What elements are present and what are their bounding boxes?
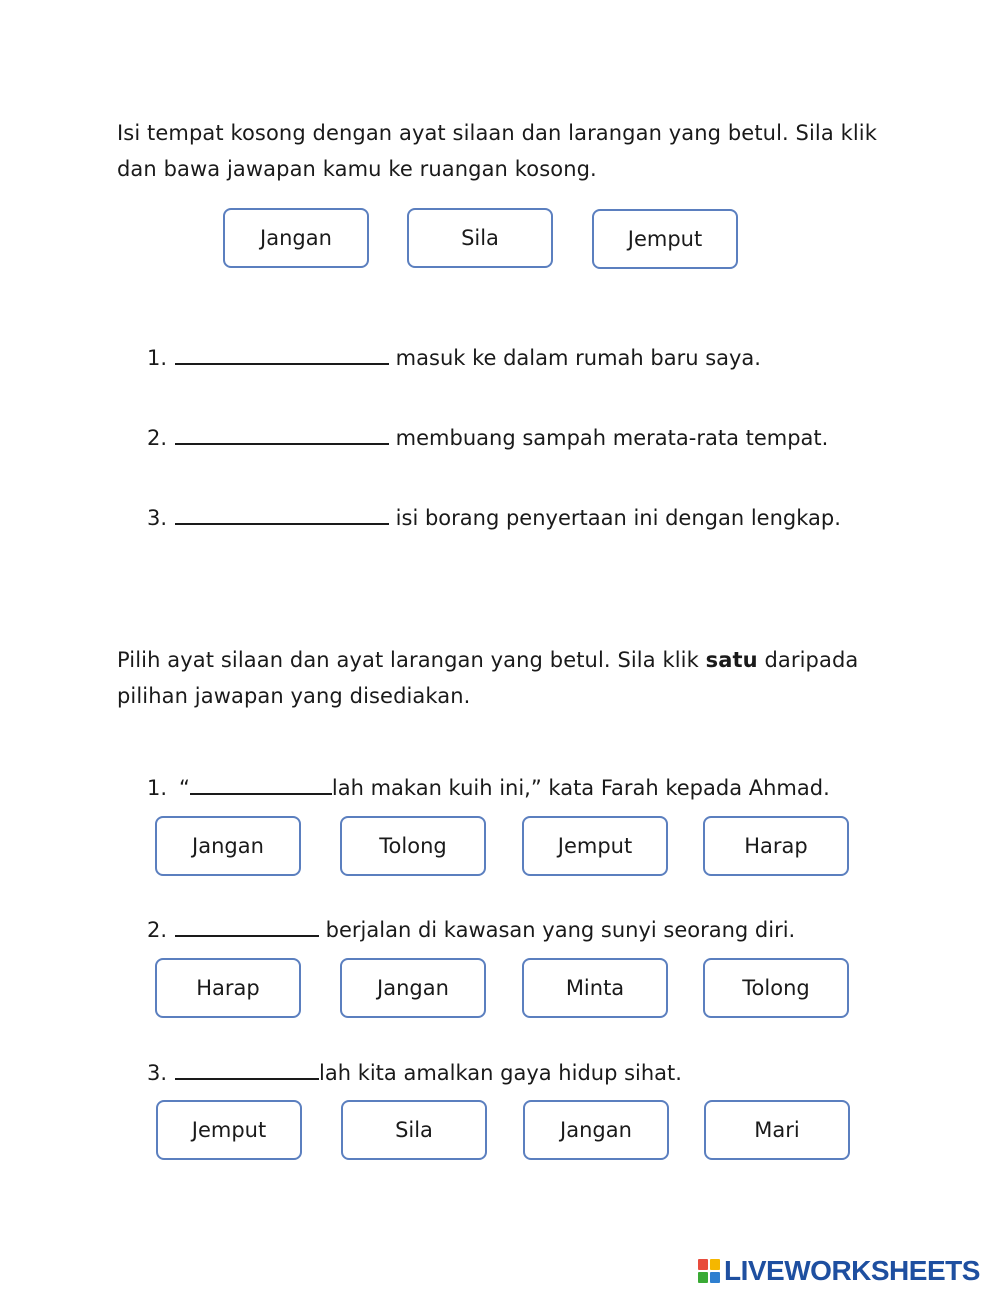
question-number: 2. <box>147 918 168 942</box>
question-text: lah makan kuih ini,” kata Farah kepada Ahmad. <box>331 776 830 800</box>
option-q1-tolong[interactable]: Tolong <box>340 816 486 876</box>
choice-question-1 <box>147 773 830 800</box>
question-text: masuk ke dalam rumah baru saya. <box>389 346 761 370</box>
answer-blank <box>175 915 319 937</box>
instruction-2-before: Pilih ayat silaan dan ayat larangan yang betul. Sila klik <box>117 648 706 672</box>
choice-question-3 <box>147 1058 682 1085</box>
option-q2-minta[interactable]: Minta <box>522 958 668 1018</box>
question-text: membuang sampah merata-rata tempat. <box>389 426 829 450</box>
question-text: lah kita amalkan gaya hidup sihat. <box>319 1061 682 1085</box>
fill-question-1 <box>147 343 761 370</box>
question-number: 1. <box>147 346 168 370</box>
liveworksheets-logo <box>698 1255 980 1287</box>
drop-blank[interactable] <box>175 423 389 445</box>
logo-text: LIVEWORKSHEETS <box>724 1255 980 1286</box>
fill-question-2 <box>147 423 828 450</box>
answer-blank <box>190 773 332 795</box>
drop-blank[interactable] <box>175 503 389 525</box>
option-q3-sila[interactable]: Sila <box>341 1100 487 1160</box>
instruction-1: Isi tempat kosong dengan ayat silaan dan larangan yang betul. Sila klik dan bawa jawapan kamu ke ruangan kosong. <box>117 121 877 181</box>
question-text: berjalan di kawasan yang sunyi seorang diri. <box>319 918 796 942</box>
option-q1-jemput[interactable]: Jemput <box>522 816 668 876</box>
question-prefix: “ <box>179 776 190 800</box>
fill-question-3 <box>147 503 841 530</box>
instruction-2 <box>117 642 897 714</box>
drop-blank[interactable] <box>175 343 389 365</box>
word-bank-chip-jangan[interactable]: Jangan <box>223 208 369 268</box>
question-number: 3. <box>147 506 168 530</box>
option-q3-mari[interactable]: Mari <box>704 1100 850 1160</box>
option-q2-tolong[interactable]: Tolong <box>703 958 849 1018</box>
word-bank-chip-sila[interactable]: Sila <box>407 208 553 268</box>
option-q1-harap[interactable]: Harap <box>703 816 849 876</box>
question-number: 2. <box>147 426 168 450</box>
question-number: 3. <box>147 1061 168 1085</box>
question-text: isi borang penyertaan ini dengan lengkap. <box>389 506 841 530</box>
choice-question-2 <box>147 915 795 942</box>
logo-square-blue <box>710 1272 720 1283</box>
option-q2-jangan[interactable]: Jangan <box>340 958 486 1018</box>
logo-square-yellow <box>710 1259 720 1270</box>
option-q1-jangan[interactable]: Jangan <box>155 816 301 876</box>
logo-square-red <box>698 1259 708 1270</box>
option-q2-harap[interactable]: Harap <box>155 958 301 1018</box>
liveworksheets-logo-icon <box>698 1259 720 1283</box>
answer-blank <box>175 1058 319 1080</box>
logo-square-green <box>698 1272 708 1283</box>
instruction-2-bold: satu <box>705 648 758 672</box>
question-number: 1. <box>147 776 168 800</box>
option-q3-jemput[interactable]: Jemput <box>156 1100 302 1160</box>
word-bank-chip-jemput[interactable]: Jemput <box>592 209 738 269</box>
instruction-2-after: daripada pilihan jawapan yang disediakan. <box>117 648 859 708</box>
option-q3-jangan[interactable]: Jangan <box>523 1100 669 1160</box>
